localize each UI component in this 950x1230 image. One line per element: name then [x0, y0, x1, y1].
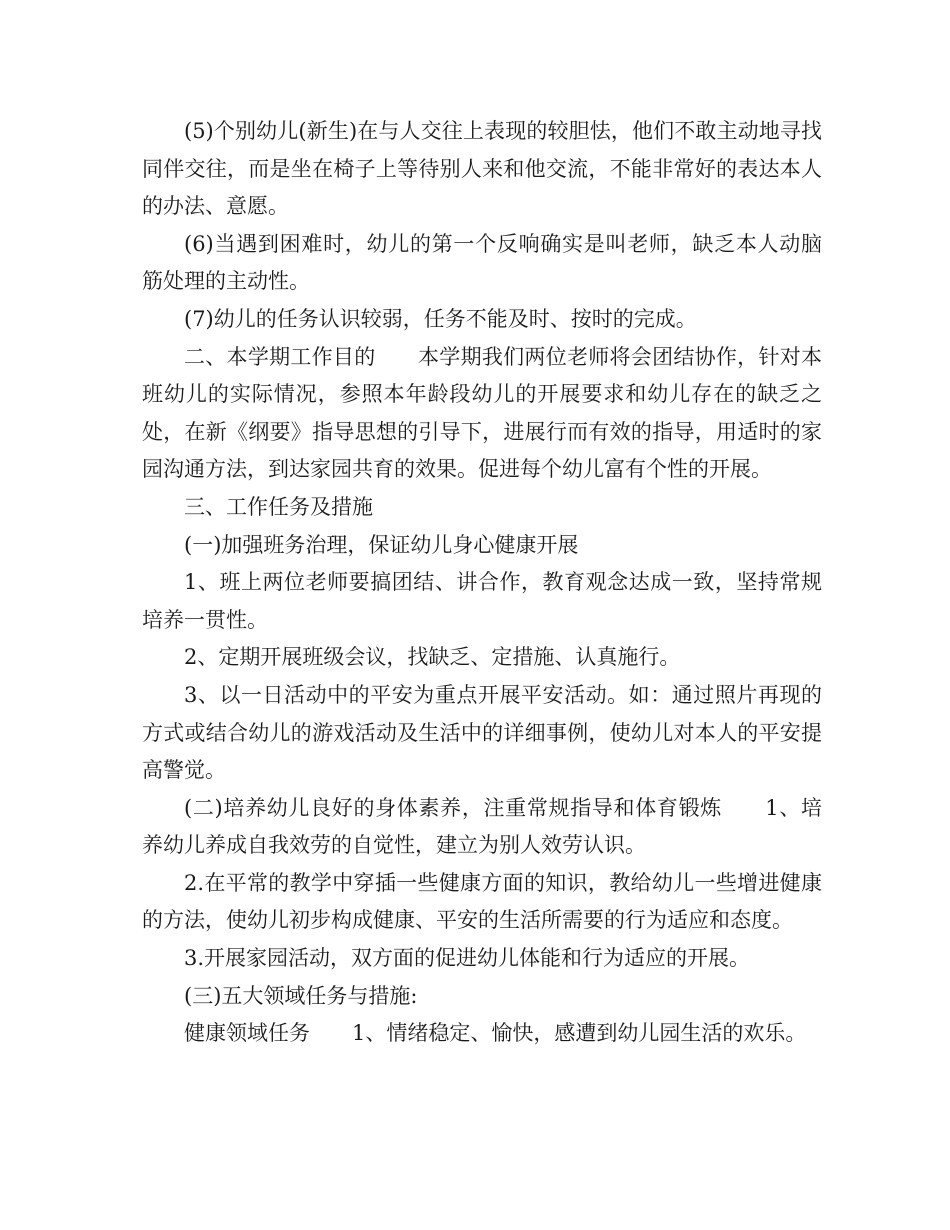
paragraph-2: (6)当遇到困难时，幼儿的第一个反响确实是叫老师，缺乏本人动脑筋处理的主动性。 [142, 231, 822, 294]
paragraph-11: 2.在平常的教学中穿插一些健康方面的知识，教给幼儿一些增进健康的方法，使幼儿初步构成健康、平安的生活所需要的行为适应和态度。 [142, 870, 822, 933]
subsection-heading-3: (三)五大领域任务与措施: [184, 983, 418, 1008]
section-heading-3: 三、工作任务及措施 [184, 494, 373, 519]
paragraph-7: 1、班上两位老师要搞团结、讲合作，教育观念达成一致，坚持常规培养一贯性。 [142, 570, 822, 632]
paragraph-1: (5)个别幼儿(新生)在与人交往上表现的较胆怯，他们不敢主动地寻找同伴交往，而是坐在椅子上等待别人来和他交流，不能非常好的表达本人的办法、意愿。 [142, 119, 822, 219]
paragraph-14: 健康领域任务 1、情绪稳定、愉快，感遭到幼儿园生活的欢乐。 [184, 1021, 807, 1046]
paragraph-3: (7)幼儿的任务认识较弱，任务不能及时、按时的完成。 [184, 306, 697, 331]
subsection-heading-1: (一)加强班务治理，保证幼儿身心健康开展 [184, 532, 579, 557]
paragraph-10: (二)培养幼儿良好的身体素养，注重常规指导和体育锻炼 1、培养幼儿养成自我效劳的自觉性，建立为别人效劳认识。 [142, 795, 822, 858]
document-page [142, 113, 822, 1053]
paragraph-9: 3、以一日活动中的平安为重点开展平安活动。如：通过照片再现的方式或结合幼儿的游戏活动及生活中的详细事例，使幼儿对本人的平安提高警觉。 [142, 682, 822, 783]
paragraph-12: 3.开展家园活动，双方面的促进幼儿体能和行为适应的开展。 [184, 946, 751, 971]
paragraph-8: 2、定期开展班级会议，找缺乏、定措施、认真施行。 [184, 645, 681, 670]
paragraph-4: 二、本学期工作目的 本学期我们两位老师将会团结协作，针对本班幼儿的实际情况，参照本年龄段幼儿的开展要求和幼儿存在的缺乏之处，在新《纲要》指导思想的引导下，进展行而有效的指导，用适时的家园沟通方法，到达家园共育的效果。促进每个幼儿富有个性的开展。 [142, 344, 822, 482]
